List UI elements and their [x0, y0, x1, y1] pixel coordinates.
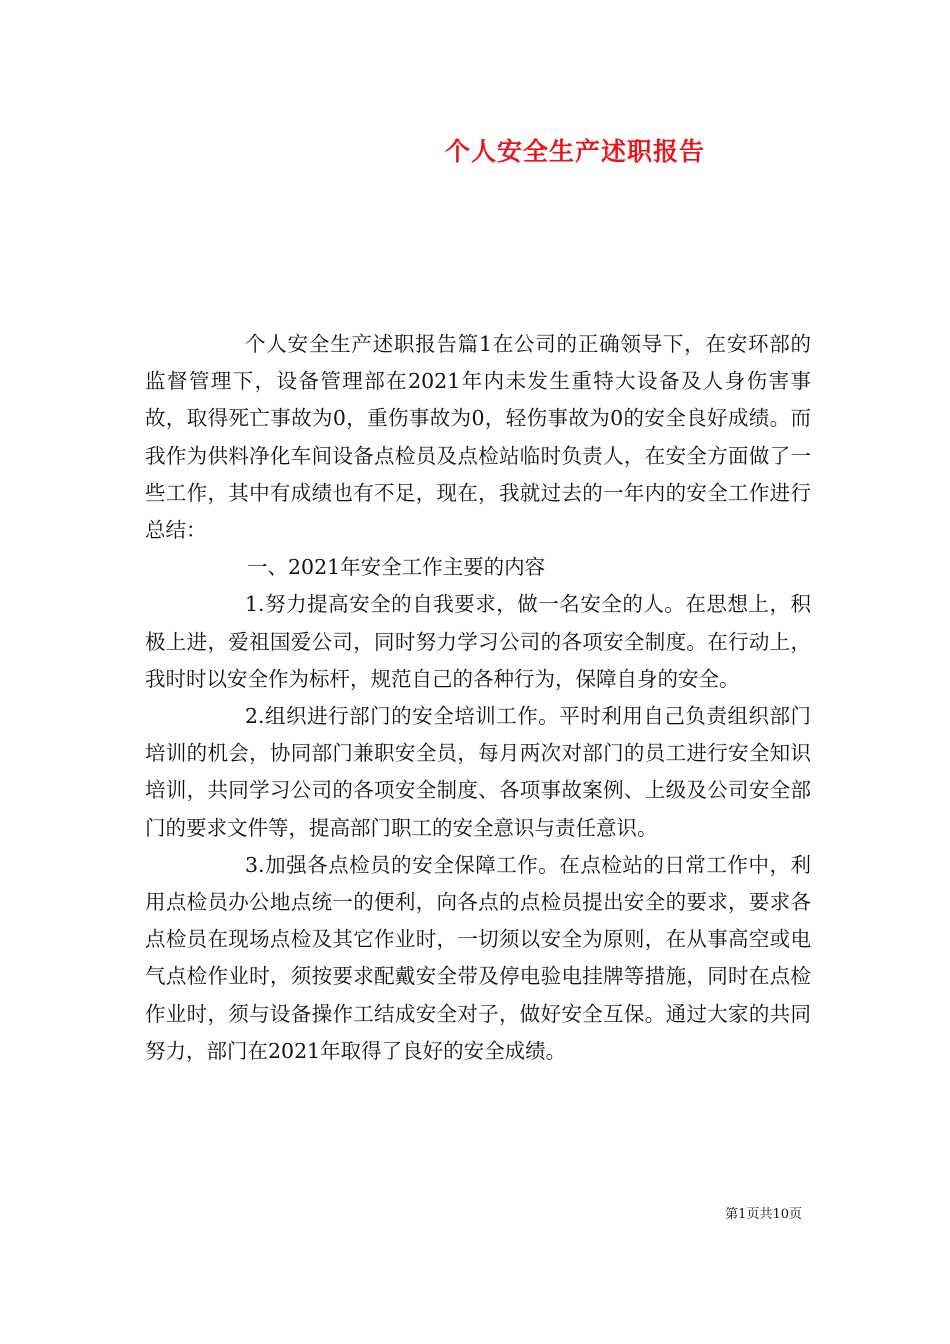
paragraph-item-3: 3.加强各点检员的安全保障工作。在点检站的日常工作中，利用点检员办公地点统一的便利，向各点的点检员提出安全的要求，要求各点检员在现场点检及其它作业时，一切须以安全为原则，在从事高空或电气点检作业时，须按要求配戴安全带及停电验电挂牌等措施，同时在点检作业时，须与设备操作工结成安全对子，做好安全互保。通过大家的共同努力，部门在2021年取得了良好的安全成绩。	[145, 852, 811, 1063]
section-heading: 一、2021年安全工作主要的内容	[247, 555, 546, 580]
page-number: 第1页共10页	[725, 1207, 802, 1222]
paragraph-intro: 个人安全生产述职报告篇1在公司的正确领导下，在安环部的监督管理下，设备管理部在2021年内未发生重特大设备及人身伤害事故，取得死亡事故为0，重伤事故为0，轻伤事故为0的安全良好成绩。而我作为供料净化车间设备点检员及点检站临时负责人，在安全方面做了一些工作，其中有成绩也有不足，现在，我就过去的一年内的安全工作进行总结：	[145, 332, 811, 543]
paragraph-item-2: 2.组织进行部门的安全培训工作。平时利用自己负责组织部门培训的机会，协同部门兼职安全员，每月两次对部门的员工进行安全知识培训，共同学习公司的各项安全制度、各项事故案例、上级及公司安全部门的要求文件等，提高部门职工的安全意识与责任意识。	[145, 704, 811, 840]
paragraph-item-1: 1.努力提高安全的自我要求，做一名安全的人。在思想上，积极上进，爱祖国爱公司，同时努力学习公司的各项安全制度。在行动上，我时时以安全作为标杆，规范自己的各种行为，保障自身的安全。	[145, 592, 811, 691]
document-body	[145, 326, 811, 1070]
document-title: 个人安全生产述职报告	[444, 137, 705, 166]
